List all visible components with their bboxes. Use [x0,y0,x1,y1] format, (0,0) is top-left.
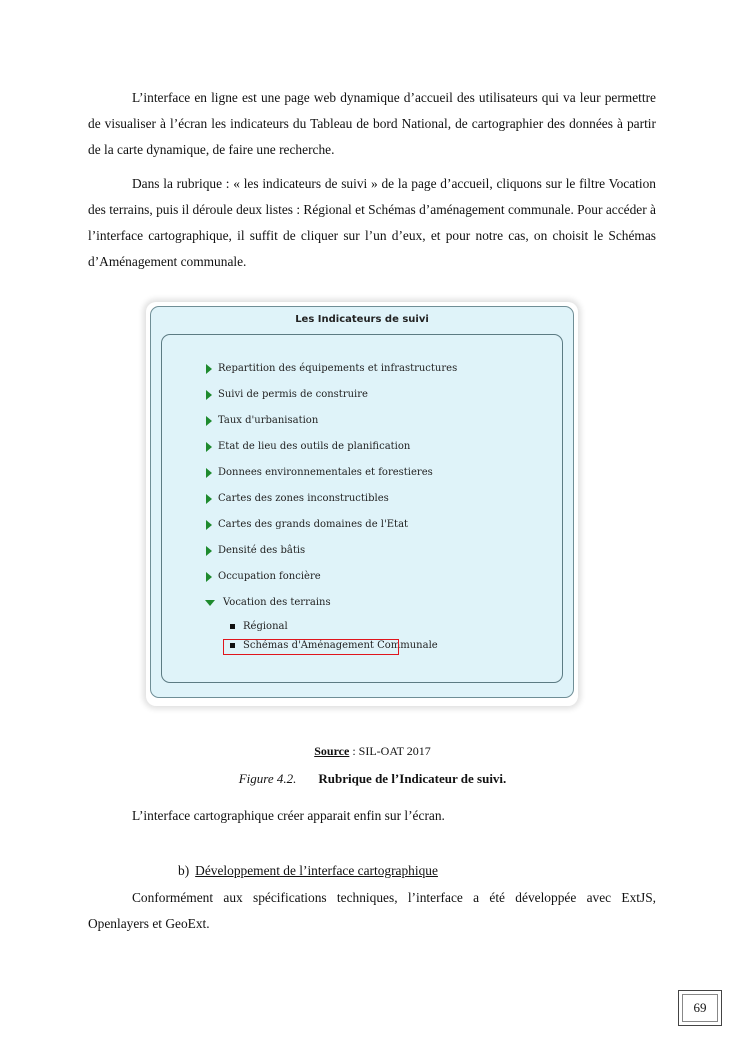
paragraph-development: Conformément aux spécifications techniques, l’interface a été développée avec ExtJS, Openlayers et GeoExt. [88,890,656,931]
highlight-box [223,639,399,655]
page-number-box [678,990,722,1026]
figure-source: Source : SIL-OAT 2017 [314,744,431,758]
menu-item-planification[interactable]: Etat de lieu des outils de planification [206,441,410,452]
menu-item-occupation[interactable]: Occupation foncière [206,571,321,582]
menu-item-environnement[interactable]: Donnees environnementales et forestieres [206,467,433,478]
paragraph-rubrique: Dans la rubrique : « les indicateurs de suivi » de la page d’accueil, cliquons sur le filtre Vocation des terrains, puis il déroule deux listes : Régional et Schémas d’aménagement communale. Pour accéder à l’interface cartographique, il suffit de cliquer sur l’un d’eux, et pour notre cas, on choisit le Schémas d’Aménagement communale. [88,176,656,269]
expand-arrow-icon [206,364,212,374]
menu-item-densite[interactable]: Densité des bâtis [206,545,305,556]
paragraph-result: L’interface cartographique créer apparait enfin sur l’écran. [132,808,445,823]
panel-inner [161,334,563,683]
menu-item-vocation[interactable]: Vocation des terrains [206,597,331,608]
expand-arrow-icon [206,390,212,400]
panel-title: Les Indicateurs de suivi [295,314,429,325]
expand-arrow-icon [206,442,212,452]
sub-item-regional[interactable]: Régional [230,621,288,632]
menu-item-permis[interactable]: Suivi de permis de construire [206,389,368,400]
expand-arrow-icon [206,520,212,530]
menu-item-zones-inconstructibles[interactable]: Cartes des zones inconstructibles [206,493,389,504]
sub-item-schemas[interactable]: Schémas d'Aménagement Communale [230,640,438,651]
expand-arrow-icon [206,572,212,582]
expand-arrow-icon [206,494,212,504]
page-number: 69 [682,994,718,1022]
expand-arrow-icon [206,416,212,426]
expand-arrow-icon [206,468,212,478]
expand-arrow-icon [206,546,212,556]
paragraph-intro: L’interface en ligne est une page web dynamique d’accueil des utilisateurs qui va leur permettre de visualiser à l’écran les indicateurs du Tableau de bord National, de cartographier des données à partir de la carte dynamique, de faire une recherche. [88,90,656,157]
menu-item-domaines-etat[interactable]: Cartes des grands domaines de l'Etat [206,519,408,530]
menu-item-equipements[interactable]: Repartition des équipements et infrastructures [206,363,457,374]
collapse-arrow-icon [205,600,215,606]
figure-caption: Figure 4.2. Rubrique de l’Indicateur de suivi. [238,771,507,786]
bullet-icon [230,624,235,629]
menu-item-urbanisation[interactable]: Taux d'urbanisation [206,415,318,426]
section-heading: b) Développement de l’interface cartographique [178,863,438,878]
